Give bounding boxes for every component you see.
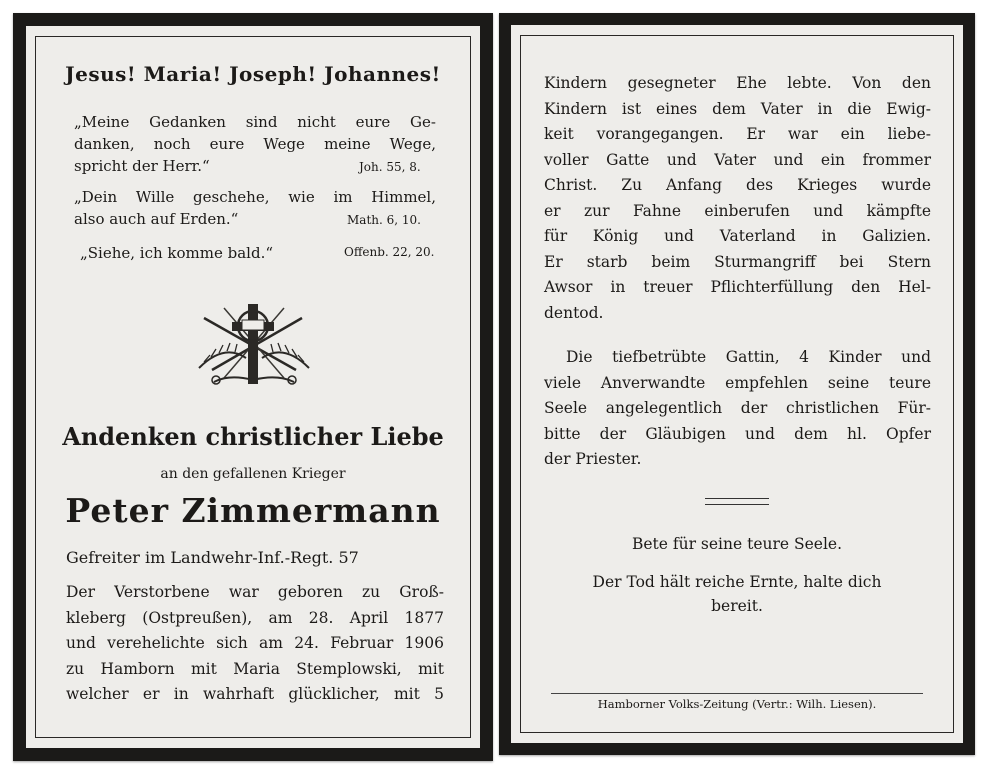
biography-line-3: und verehelichte sich am 24. Februar 1906 — [66, 634, 444, 652]
quote-2-line-1: „Dein Wille geschehe, wie im Himmel, — [74, 188, 436, 206]
deceased-name: Peter Zimmermann — [65, 491, 441, 530]
quote-2-ref: Math. 6, 10. — [347, 213, 421, 227]
obituary-paragraph-1 — [544, 71, 931, 326]
quote-3 — [80, 242, 273, 264]
obituary-paragraph-2 — [544, 345, 931, 473]
obituary-line-1: Kindern gesegneter Ehe lebte. Von den — [544, 74, 931, 92]
quote-1-line-1: „Meine Gedanken sind nicht eure Ge- — [74, 113, 436, 131]
obituary-line-9: Awsor in treuer Pflichterfüllung den Hel- — [544, 278, 931, 296]
deceased-rank: Gefreiter im Landwehr-Inf.-Regt. 57 — [66, 548, 359, 567]
obituary-line-10: dentod. — [544, 303, 604, 322]
biography-line-4: zu Hamborn mit Maria Stemplowski, mit — [66, 659, 444, 678]
prayer-line: Bete für seine teure Seele. — [631, 535, 843, 553]
obituary-line-8: Er starb beim Sturmangriff bei Stern — [544, 252, 931, 271]
quote-1-ref: Joh. 55, 8. — [359, 160, 421, 174]
mourners-line-3: Seele angelegentlich der christlichen Für- — [544, 399, 931, 417]
closing-line-1: Der Tod hält reiche Ernte, halte dich — [592, 573, 882, 591]
left-card — [13, 13, 493, 761]
right-paper — [511, 25, 963, 743]
right-card — [499, 13, 975, 755]
invocation-heading: Jesus! Maria! Joseph! Johannes! — [65, 62, 441, 86]
obituary-line-5: Christ. Zu Anfang des Krieges wurde — [544, 176, 931, 194]
quote-3-ref: Offenb. 22, 20. — [344, 245, 435, 259]
quote-3-line-1: „Siehe, ich komme bald.“ — [80, 244, 274, 262]
mourners-line-2: viele Anverwandte empfehlen seine teure — [544, 373, 931, 392]
biography-line-5: welcher er in wahrhaft glücklicher, mit 5 — [66, 685, 444, 703]
closing-line-2: bereit. — [711, 597, 763, 615]
biography-line-1: Der Verstorbene war geboren zu Groß- — [66, 583, 444, 601]
mourners-line-4: bitte der Gläubigen und dem hl. Opfer — [544, 424, 931, 443]
left-paper — [26, 26, 480, 748]
obituary-line-7: für König und Vaterland in Galizien. — [544, 227, 931, 245]
closing-verse — [541, 570, 933, 618]
quote-1-line-2: danken, noch eure Wege meine Wege, — [74, 135, 436, 153]
ornamental-divider — [705, 498, 769, 505]
obituary-line-2: Kindern ist eines dem Vater in die Ewig- — [544, 99, 931, 118]
obituary-line-4: voller Gatte und Vater und ein frommer — [544, 150, 931, 169]
memorial-title: Andenken christlicher Liebe — [62, 422, 444, 451]
mourners-line-5: der Priester. — [544, 450, 642, 468]
quote-1-line-3: spricht der Herr.“ — [74, 157, 210, 175]
biography — [66, 580, 444, 708]
cross-wreath-emblem — [184, 298, 324, 388]
cross-emblem-icon — [184, 298, 324, 388]
printer-rule — [551, 693, 923, 694]
memorial-subtitle: an den gefallenen Krieger — [160, 466, 346, 482]
mourners-line-1: Die tiefbetrübte Gattin, 4 Kinder und — [566, 348, 931, 366]
biography-line-2: kleberg (Ostpreußen), am 28. April 1877 — [66, 608, 444, 627]
quote-2-line-2: also auch auf Erden.“ — [74, 210, 239, 228]
printer-imprint: Hamborner Volks-Zeitung (Vertr.: Wilh. Liesen). — [597, 697, 877, 711]
obituary-line-6: er zur Fahne einberufen und kämpfte — [544, 201, 931, 220]
obituary-line-3: keit vorangegangen. Er war ein liebe- — [544, 125, 931, 143]
